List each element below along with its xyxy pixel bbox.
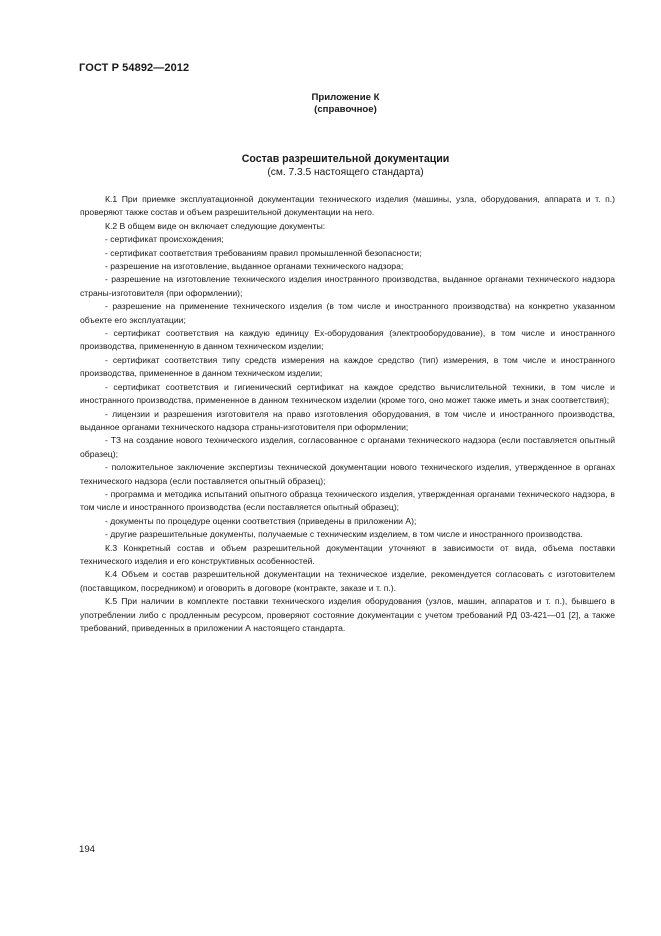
- annex-heading: [0, 92, 661, 116]
- list-item: - документы по процедуре оценки соответствия (приведены в приложении А);: [105, 515, 417, 526]
- list-item: - сертификат соответствия на каждую единицу Ex-оборудования (электрооборудование), в том числе и иностранного производства, примененную в данном техническом изделии;: [80, 328, 615, 352]
- document-code: ГОСТ Р 54892—2012: [79, 62, 190, 74]
- list-item: - ТЗ на создание нового технического изделия, согласованное с органами технического надзора (если поставляется опытный образец);: [80, 435, 615, 459]
- list-item: - разрешение на изготовление технического изделия иностранного производства, выданное органами технического надзора страны-изготовителя (при оформлении);: [80, 274, 615, 298]
- body-text: [80, 193, 615, 635]
- list-item: - разрешение на применение технического изделия (в том числе и иностранного производства) на конкретно указанном объекте его эксплуатации;: [80, 301, 615, 325]
- paragraph: К.1 При приемке эксплуатационной документации технического изделия (машины, узла, оборудования, аппарата и т. п.) проверяют также состав и объем разрешительной документации на него.: [80, 194, 615, 218]
- list-item: - программа и методика испытаний опытного образца технического изделия, утвержденная органами технического надзора, в том числе и иностранного производства (если поставляется опытный образец);: [80, 488, 615, 513]
- section-title: Состав разрешительной документации: [241, 153, 450, 165]
- list-item: - разрешение на изготовление, выданное органами технического надзора;: [105, 261, 404, 272]
- list-item: - сертификат происхождения;: [105, 234, 224, 245]
- list-item: - сертификат соответствия требованиям правил промышленной безопасности;: [105, 247, 422, 258]
- list-item: - сертификат соответствия типу средств измерения на каждое средство (тип) измерения, в том числе и иностранного производства, примененное в данном техническом изделии;: [80, 354, 615, 379]
- list-item: - лицензии и разрешения изготовителя на право изготовления оборудования, в том числе и иностранного производства, выданное органами технического надзора страны-изготовителя при оформлении;: [80, 408, 615, 432]
- annex-type: (справочное): [314, 104, 377, 115]
- list-item: - сертификат соответствия и гигиенический сертификат на каждое средство вычислительной техники, в том числе и иностранного производства, примененное в данном техническом изделии (кроме того, оно может также иметь и знак соответствия);: [80, 381, 615, 406]
- paragraph: К.4 Объем и состав разрешительной документации на техническое изделие, рекомендуется согласовать с изготовителем (поставщиком, посредником) и оговорить в договоре (контракте, заказе и т. п.).: [80, 569, 615, 593]
- list-item: - другие разрешительные документы, получаемые с техническим изделием, в том числе и иностранного производства.: [105, 529, 583, 540]
- page-number: 194: [79, 844, 96, 855]
- paragraph: К.2 В общем виде он включает следующие документы:: [105, 220, 326, 231]
- list-item: - положительное заключение экспертизы технической документации нового технического изделия, утвержденное в органах технического надзора (если поставляется опытный образец);: [80, 462, 615, 486]
- paragraph: К.5 При наличии в комплекте поставки технического изделия оборудования (узлов, машин, аппаратов и т. п.), бывшего в употреблении либо с продленным ресурсом, проверяют состояние документации с учетом требований РД 03-421—01 [2], а также требований, приведенных в приложении А настоящего стандарта.: [80, 596, 615, 633]
- annex-title: Приложение К: [311, 92, 380, 103]
- paragraph: К.3 Конкретный состав и объем разрешительной документации уточняют в зависимости от вида, объема поставки технического изделия и его конструктивных особенностей.: [80, 542, 615, 566]
- section-subtitle: (см. 7.3.5 настоящего стандарта): [267, 167, 424, 178]
- section-heading: [0, 153, 661, 179]
